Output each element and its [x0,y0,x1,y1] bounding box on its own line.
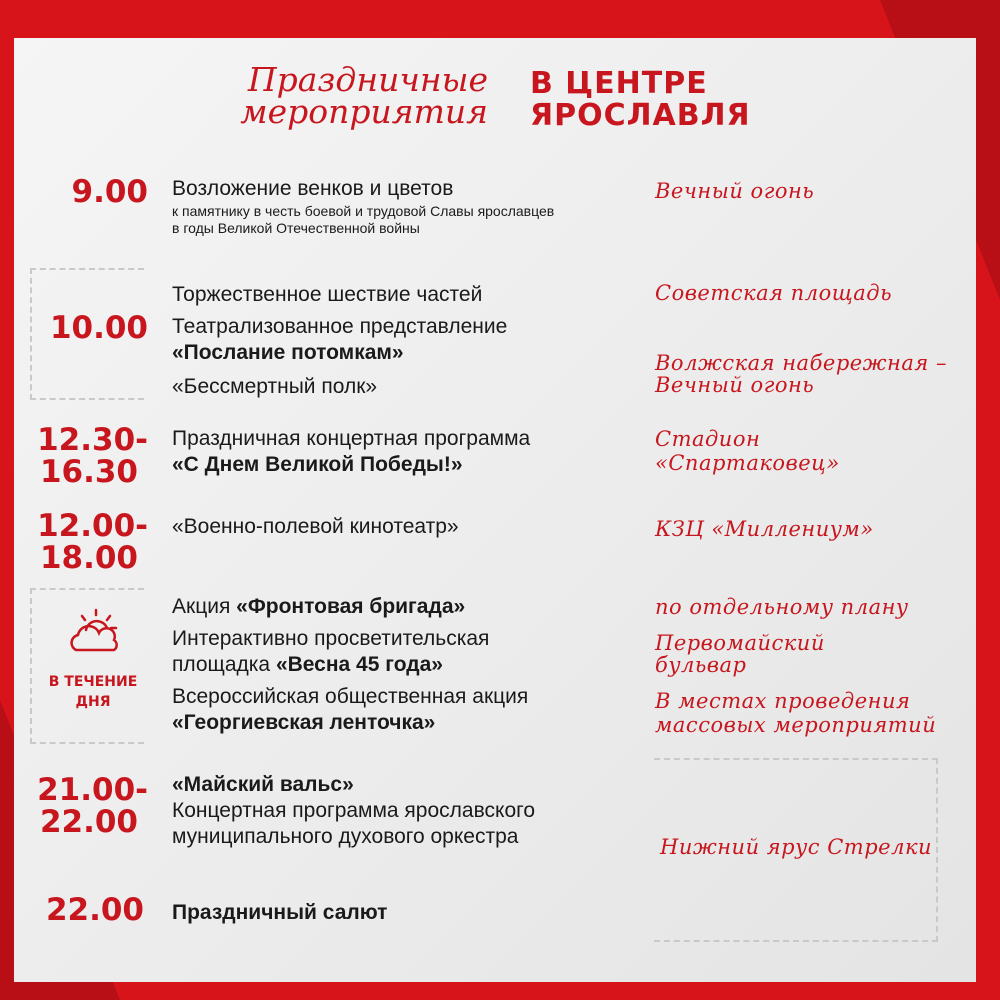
title-script-line1: Праздничные [247,60,488,99]
place-r5-1: по отдельному плану [655,595,909,619]
place-r3-line2: «Спартаковец» [655,451,840,475]
place-r2-1: Советская площадь [655,281,892,305]
event-r3: Праздничная концертная программа [172,427,531,450]
day-label-line1: В ТЕЧЕНИЕ [48,674,138,690]
place-r5-3-line1: В местах проведения [655,689,911,713]
event-r1-detail1: к памятнику в честь боевой и трудовой Славы ярославцев [172,203,555,219]
event-r2-1: Торжественное шествие частей [172,283,483,306]
place-r5-2-line1: Первомайский [655,631,825,655]
event-r5-2-line2: площадка «Весна 45 года» [172,653,443,676]
event-r5-1: Акция «Фронтовая бригада» [172,595,466,618]
time-r3-line1: 12.30- [37,422,148,458]
time-r3-line2: 16.30 [39,454,138,490]
time-r1: 9.00 [71,174,148,210]
event-r5-2-line1: Интерактивно просветительская [172,627,490,650]
event-r2-2-bold: «Послание потомкам» [172,341,404,364]
place-r2-2-line1: Волжская набережная – [655,351,947,375]
event-r1: Возложение венков и цветов [172,177,454,200]
event-r5-3-line1: Всероссийская общественная акция [172,685,529,708]
title-block-line2: ЯРОСЛАВЛЯ [530,98,751,133]
sun-cloud-icon [66,606,126,656]
time-r6-line1: 21.00- [37,772,148,808]
time-r4-line2: 18.00 [39,540,138,576]
day-label-line2: ДНЯ [75,694,111,710]
place-r6: Нижний ярус Стрелки [660,835,933,859]
event-r6-bold: «Майский вальс» [172,773,354,796]
place-r5-2-line2: бульвар [655,653,747,677]
title-block-line1: В ЦЕНТРЕ [530,66,708,101]
event-r4: «Военно-полевой кинотеатр» [172,515,459,538]
event-r2-3: «Бессмертный полк» [172,375,378,398]
title-script-line2: мероприятия [240,92,488,131]
event-r2-2: Театрализованное представление [172,315,508,338]
time-r2: 10.00 [49,310,148,346]
event-r1-detail2: в годы Великой Отечественной войны [172,220,420,236]
time-r7: 22.00 [45,892,144,928]
place-r5-3-line2: массовых мероприятий [655,713,937,737]
time-r6-line2: 22.00 [39,804,138,840]
event-r3-bold: «С Днем Великой Победы!» [172,453,463,476]
place-r3-line1: Стадион [655,427,761,451]
place-r4: КЗЦ «Миллениум» [655,517,874,541]
place-r2-2-line2: Вечный огонь [655,373,815,397]
place-r1: Вечный огонь [655,179,815,203]
event-r5-3-line2: «Георгиевская ленточка» [172,711,436,734]
event-r7: Праздничный салют [172,901,388,924]
event-r6-line1: Концертная программа ярославского [172,799,535,822]
event-r6-line2: муниципального духового оркестра [172,825,519,848]
time-r4-line1: 12.00- [37,508,148,544]
